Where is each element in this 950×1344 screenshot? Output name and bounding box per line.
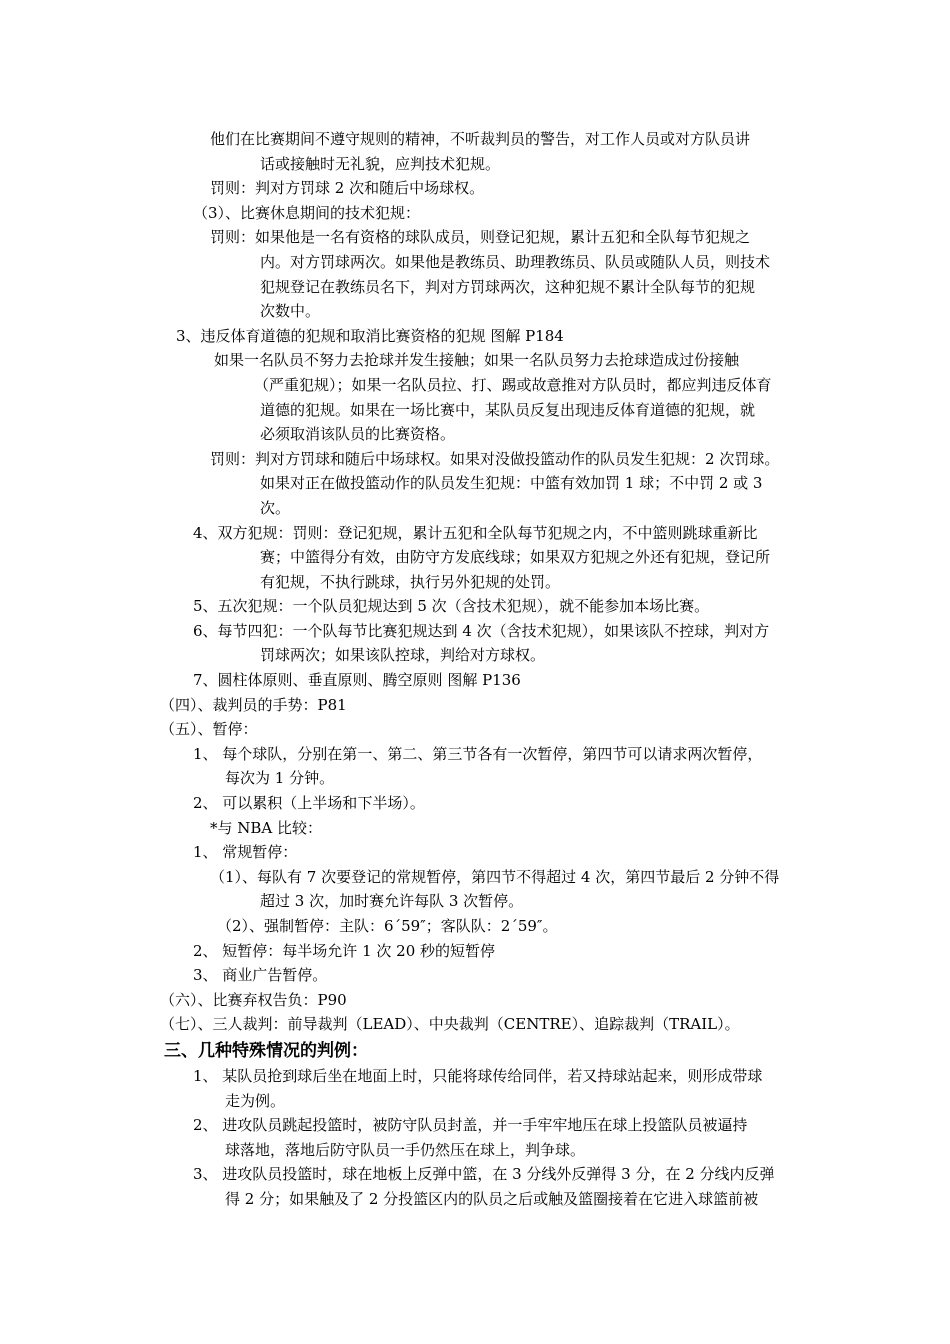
section-heading: （四）、裁判员的手势：P81 (160, 695, 347, 714)
document-page (0, 127, 950, 1212)
list-item: 2、 可以累积（上半场和下半场）。 (193, 794, 425, 813)
list-item: 1、 常规暂停： (193, 843, 298, 862)
list-item: 1、 某队员抢到球后坐在地面上时，只能将球传给同伴，若又持球站起来，则形成带球 (193, 1066, 763, 1085)
paragraph-line: 每次为 1 分钟。 (225, 769, 335, 788)
note-line: *与 NBA 比较： (210, 818, 323, 837)
item-heading: 7、圆柱体原则、垂直原则、腾空原则 图解 P136 (193, 671, 521, 690)
paragraph-line: 超过 3 次，加时赛允许每队 3 次暂停。 (260, 892, 524, 911)
item-heading: 5、五次犯规：一个队员犯规达到 5 次（含技术犯规），就不能参加本场比赛。 (193, 597, 710, 616)
paragraph-line: 必须取消该队员的比赛资格。 (260, 425, 456, 444)
chapter-heading: 三、几种特殊情况的判例： (164, 1040, 368, 1061)
penalty-line: 罚则：判对方罚球和随后中场球权。如果对没做投篮动作的队员发生犯规：2 次罚球。 (210, 449, 780, 468)
sub-list-item: （1）、每队有 7 次要登记的常规暂停，第四节不得超过 4 次，第四节最后 2 分钟不得 (210, 867, 780, 886)
item-heading: 6、每节四犯：一个队每节比赛犯规达到 4 次（含技术犯规），如果该队不控球，判对方 (193, 621, 770, 640)
sub-list-item: （2）、强制暂停：主队：6´59″；客队队：2´59″。 (217, 917, 558, 935)
paragraph-line: 得 2 分；如果触及了 2 分投篮区内的队员之后或触及篮圈接着在它进入球篮前被 (225, 1189, 759, 1208)
paragraph-line: 他们在比赛期间不遵守规则的精神，不听裁判员的警告，对工作人员或对方队员讲 (210, 130, 751, 148)
section-heading: （五）、暂停： (160, 720, 258, 739)
paragraph-line: 如果一名队员不努力去抢球并发生接触；如果一名队员努力去抢球造成过份接触 (214, 351, 740, 370)
paragraph-line: 球落地，落地后防守队员一手仍然压在球上，判争球。 (225, 1140, 586, 1159)
paragraph-line: 话或接触时无礼貌，应判技术犯规。 (260, 154, 501, 173)
list-item: 3、 进攻队员投篮时，球在地板上反弹中篮，在 3 分线外反弹得 3 分，在 2 分线内反弹 (193, 1165, 775, 1184)
paragraph-line: 犯规登记在教练员名下，判对方罚球两次，这种犯规不累计全队每节的犯规 (260, 277, 756, 296)
list-item: 2、 进攻队员跳起投篮时，被防守队员封盖，并一手牢牢地压在球上投篮队员被逼持 (193, 1116, 748, 1135)
item-heading: 4、双方犯规：罚则：登记犯规，累计五犯和全队每节犯规之内，不中篮则跳球重新比 (193, 523, 758, 542)
penalty-line: 罚则：如果他是一名有资格的球队成员，则登记犯规，累计五犯和全队每节犯规之 (210, 228, 751, 247)
subsection-heading: （3）、比赛休息期间的技术犯规： (193, 203, 421, 222)
item-heading: 3、违反体育道德的犯规和取消比赛资格的犯规 图解 P184 (176, 326, 564, 345)
penalty-line: 罚则：判对方罚球 2 次和随后中场球权。 (210, 179, 485, 198)
paragraph-line: 如果对正在做投篮动作的队员发生犯规：中篮有效加罚 1 球；不中罚 2 或 3 (260, 474, 763, 493)
section-heading: （七）、三人裁判：前导裁判（LEAD）、中央裁判（CENTRE）、追踪裁判（TRAIL）。 (160, 1015, 740, 1034)
paragraph-line: 有犯规，不执行跳球，执行另外犯规的处罚。 (260, 572, 561, 591)
list-item: 1、 每个球队，分别在第一、第二、第三节各有一次暂停，第四节可以请求两次暂停， (193, 744, 763, 763)
section-heading: （六）、比赛弃权告负：P90 (160, 990, 347, 1009)
paragraph-line: 次数中。 (260, 302, 321, 321)
paragraph-line: （严重犯规）；如果一名队员拉、打、踢或故意推对方队员时，都应判违反体育 (254, 375, 772, 394)
paragraph-line: 道德的犯规。如果在一场比赛中，某队员反复出现违反体育道德的犯规，就 (260, 400, 756, 419)
list-item: 2、 短暂停：每半场允许 1 次 20 秒的短暂停 (193, 941, 496, 960)
paragraph-line: 次。 (260, 498, 291, 517)
list-item: 3、 商业广告暂停。 (193, 966, 328, 985)
paragraph-line: 赛；中篮得分有效，由防守方发底线球；如果双方犯规之外还有犯规，登记所 (260, 548, 771, 567)
paragraph-line: 罚球两次；如果该队控球，判给对方球权。 (260, 646, 546, 665)
paragraph-line: 内。对方罚球两次。如果他是教练员、助理教练员、队员或随队人员，则技术 (260, 252, 771, 271)
paragraph-line: 走为例。 (225, 1091, 286, 1110)
